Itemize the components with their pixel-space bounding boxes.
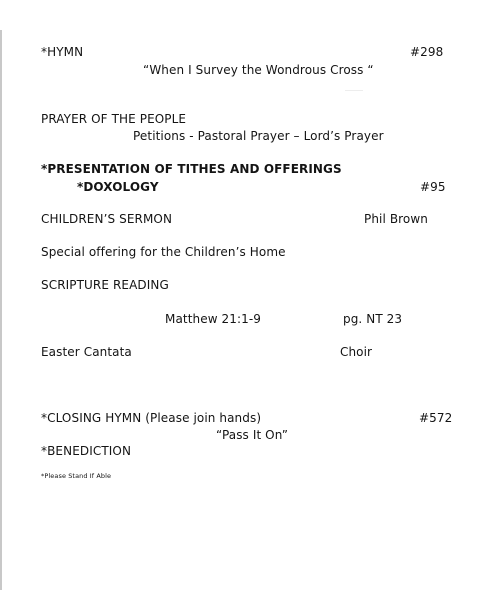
scan-edge [0, 30, 2, 590]
childrens-sermon-label: CHILDREN’S SERMON [41, 212, 173, 226]
presentation-label: *PRESENTATION OF TITHES AND OFFERINGS [41, 162, 342, 176]
benediction-label: *BENEDICTION [41, 444, 132, 458]
doxology-label: *DOXOLOGY [77, 180, 159, 194]
footnote: *Please Stand If Able [41, 472, 112, 480]
closing-hymn-label: *CLOSING HYMN (Please join hands) [41, 411, 262, 425]
scan-mark [345, 90, 363, 91]
cantata-performer: Choir [340, 345, 373, 359]
special-offering-label: Special offering for the Children’s Home [41, 245, 286, 259]
scripture-label: SCRIPTURE READING [41, 278, 169, 292]
scripture-reference: Matthew 21:1-9 [165, 312, 262, 326]
hymn-label: *HYMN [41, 45, 84, 59]
doxology-number: #95 [420, 180, 446, 194]
childrens-sermon-leader: Phil Brown [364, 212, 428, 226]
prayer-detail: Petitions - Pastoral Prayer – Lord’s Prayer [133, 129, 384, 143]
hymn-title: “When I Survey the Wondrous Cross “ [143, 63, 374, 77]
closing-hymn-title: “Pass It On” [216, 428, 289, 442]
closing-hymn-number: #572 [419, 411, 453, 425]
scripture-page: pg. NT 23 [343, 312, 403, 326]
prayer-label: PRAYER OF THE PEOPLE [41, 112, 187, 126]
cantata-label: Easter Cantata [41, 345, 132, 359]
hymn-number: #298 [410, 45, 444, 59]
